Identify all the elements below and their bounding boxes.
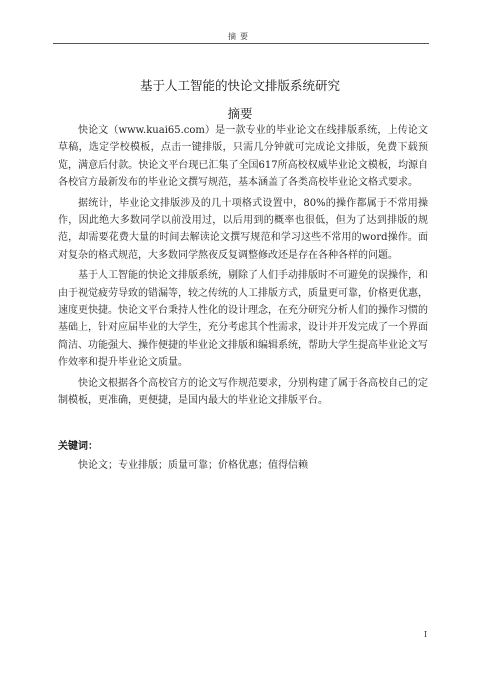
abstract-paragraph: 快论文（www.kuai65.com）是一款专业的毕业论文在线排版系统，上传论文草稿，选定学校模板，点击一键排版，只需几分钟就可完成论文排版，免费下载预览，满意后付款。快论文平台现已汇集了全国617所高校权威毕业论文模板，均源自各校官方最新发布的毕业论文撰写规范，基本涵盖了各类高校毕业论文格式要求。 <box>58 125 428 189</box>
running-header: 摘要 <box>228 32 252 41</box>
keywords-text: 快论文；专业排版；质量可靠；价格优惠；值得信赖 <box>78 460 308 471</box>
abstract-paragraph: 快论文根据各个高校官方的论文写作规范要求，分别构建了属于各高校自己的定制模板，更准确，更便捷，是国内最大的毕业论文排版平台。 <box>58 377 428 407</box>
page-number: I <box>424 630 428 639</box>
abstract-body <box>58 122 428 413</box>
abstract-paragraph: 基于人工智能的快论文排版系统，剔除了人们手动排版时不可避免的误操作，和由于视觉疲劳导致的错漏等，较之传统的人工排版方式，质量更可靠，价格更优惠，速度更快捷。快论文平台秉持人性化的设计理念，在充分研究分析人们的操作习惯的基础上，针对应届毕业的大学生，充分考虑其个性需求，设计并开发完成了一个界面简洁、功能强大、操作便捷的毕业论文排版和编辑系统，帮助大学生提高毕业论文写作效率和提升毕业论文质量。 <box>58 270 428 369</box>
abstract-heading: 摘要 <box>227 106 253 121</box>
header-divider <box>53 43 429 44</box>
document-title: 基于人工智能的快论文排版系统研究 <box>139 78 340 93</box>
keywords-label: 关键词： <box>58 441 98 452</box>
abstract-paragraph: 据统计，毕业论文排版涉及的几十项格式设置中，80%的操作都属于不常用操作，因此绝大多数同学以前没用过，以后用到的概率也很低，但为了达到排版的规范，却需要花费大量的时间去解读论文撰写规范和学习这些不常用的word操作。面对复杂的格式规范，大多数同学熬夜反复调整修改还是存在各种各样的问题。 <box>58 197 428 261</box>
